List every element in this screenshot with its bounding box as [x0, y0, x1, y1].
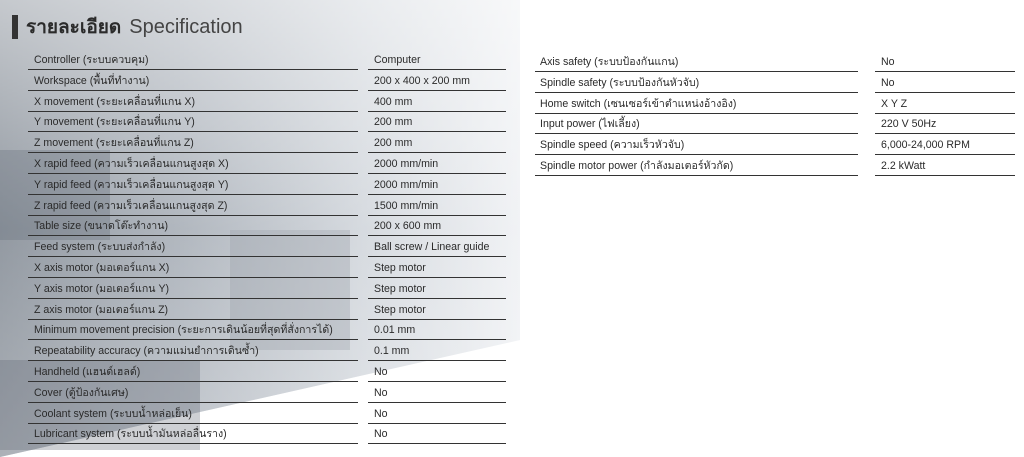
spec-value: No — [875, 74, 1015, 93]
spec-value: 6,000-24,000 RPM — [875, 136, 1015, 155]
spec-label: Y movement (ระยะเคลื่อนที่แกน Y) — [28, 113, 358, 132]
spec-value: Computer — [368, 51, 506, 70]
heading-thai: รายละเอียด — [26, 16, 122, 38]
spec-value: Step motor — [368, 259, 506, 278]
spec-label: Controller (ระบบควบคุม) — [28, 51, 358, 70]
spec-label: Coolant system (ระบบน้ำหล่อเย็น) — [28, 405, 358, 424]
spec-label: Minimum movement precision (ระยะการเดินน้อยที่สุดที่สั่งการได้) — [28, 321, 358, 340]
spec-value: 1500 mm/min — [368, 197, 506, 216]
spec-label: Z movement (ระยะเคลื่อนที่แกน Z) — [28, 134, 358, 153]
spec-value: No — [368, 384, 506, 403]
spec-value: 0.01 mm — [368, 321, 506, 340]
spec-label: X movement (ระยะเคลื่อนที่แกน X) — [28, 93, 358, 112]
spec-label: Axis safety (ระบบป้องกันแกน) — [535, 53, 858, 72]
heading-english: Specification — [129, 15, 243, 38]
spec-label: Workspace (พื้นที่ทำงาน) — [28, 72, 358, 91]
spec-label: Spindle motor power (กำลังมอเตอร์หัวกัด) — [535, 157, 858, 176]
spec-value: 2.2 kWatt — [875, 157, 1015, 176]
spec-label: Spindle speed (ความเร็วหัวจับ) — [535, 136, 858, 155]
spec-value: 220 V 50Hz — [875, 115, 1015, 134]
spec-label: Feed system (ระบบส่งกำลัง) — [28, 238, 358, 257]
spec-label: Repeatability accuracy (ความแม่นยำการเดินซ้ำ) — [28, 342, 358, 361]
spec-value: 200 x 600 mm — [368, 217, 506, 236]
spec-label: X rapid feed (ความเร็วเคลื่อนแกนสูงสุด X) — [28, 155, 358, 174]
spec-value: 400 mm — [368, 93, 506, 112]
spec-label: Input power (ไฟเลี้ยง) — [535, 115, 858, 134]
spec-value: No — [368, 363, 506, 382]
heading-bar — [12, 15, 18, 39]
spec-label: X axis motor (มอเตอร์แกน X) — [28, 259, 358, 278]
spec-label: Z rapid feed (ความเร็วเคลื่อนแกนสูงสุด Z) — [28, 197, 358, 216]
spec-heading — [12, 12, 243, 42]
spec-value: 200 mm — [368, 113, 506, 132]
spec-value: 0.1 mm — [368, 342, 506, 361]
spec-value: Step motor — [368, 280, 506, 299]
spec-label: Lubricant system (ระบบน้ำมันหล่อลื่นราง) — [28, 425, 358, 444]
spec-value: 200 mm — [368, 134, 506, 153]
spec-value: 2000 mm/min — [368, 155, 506, 174]
spec-value: Ball screw / Linear guide — [368, 238, 506, 257]
spec-label: Cover (ตู้ป้องกันเศษ) — [28, 384, 358, 403]
spec-value: Step motor — [368, 301, 506, 320]
spec-label: Table size (ขนาดโต๊ะทำงาน) — [28, 217, 358, 236]
spec-value: No — [368, 405, 506, 424]
spec-value: 2000 mm/min — [368, 176, 506, 195]
spec-label: Spindle safety (ระบบป้องกันหัวจับ) — [535, 74, 858, 93]
spec-label: Z axis motor (มอเตอร์แกน Z) — [28, 301, 358, 320]
spec-label: Handheld (แฮนด์เฮลด์) — [28, 363, 358, 382]
spec-label: Y rapid feed (ความเร็วเคลื่อนแกนสูงสุด Y) — [28, 176, 358, 195]
spec-label: Home switch (เซนเซอร์เข้าตำแหน่งอ้างอิง) — [535, 95, 858, 114]
spec-value: No — [875, 53, 1015, 72]
spec-value: X Y Z — [875, 95, 1015, 114]
spec-value: 200 x 400 x 200 mm — [368, 72, 506, 91]
spec-value: No — [368, 425, 506, 444]
spec-label: Y axis motor (มอเตอร์แกน Y) — [28, 280, 358, 299]
